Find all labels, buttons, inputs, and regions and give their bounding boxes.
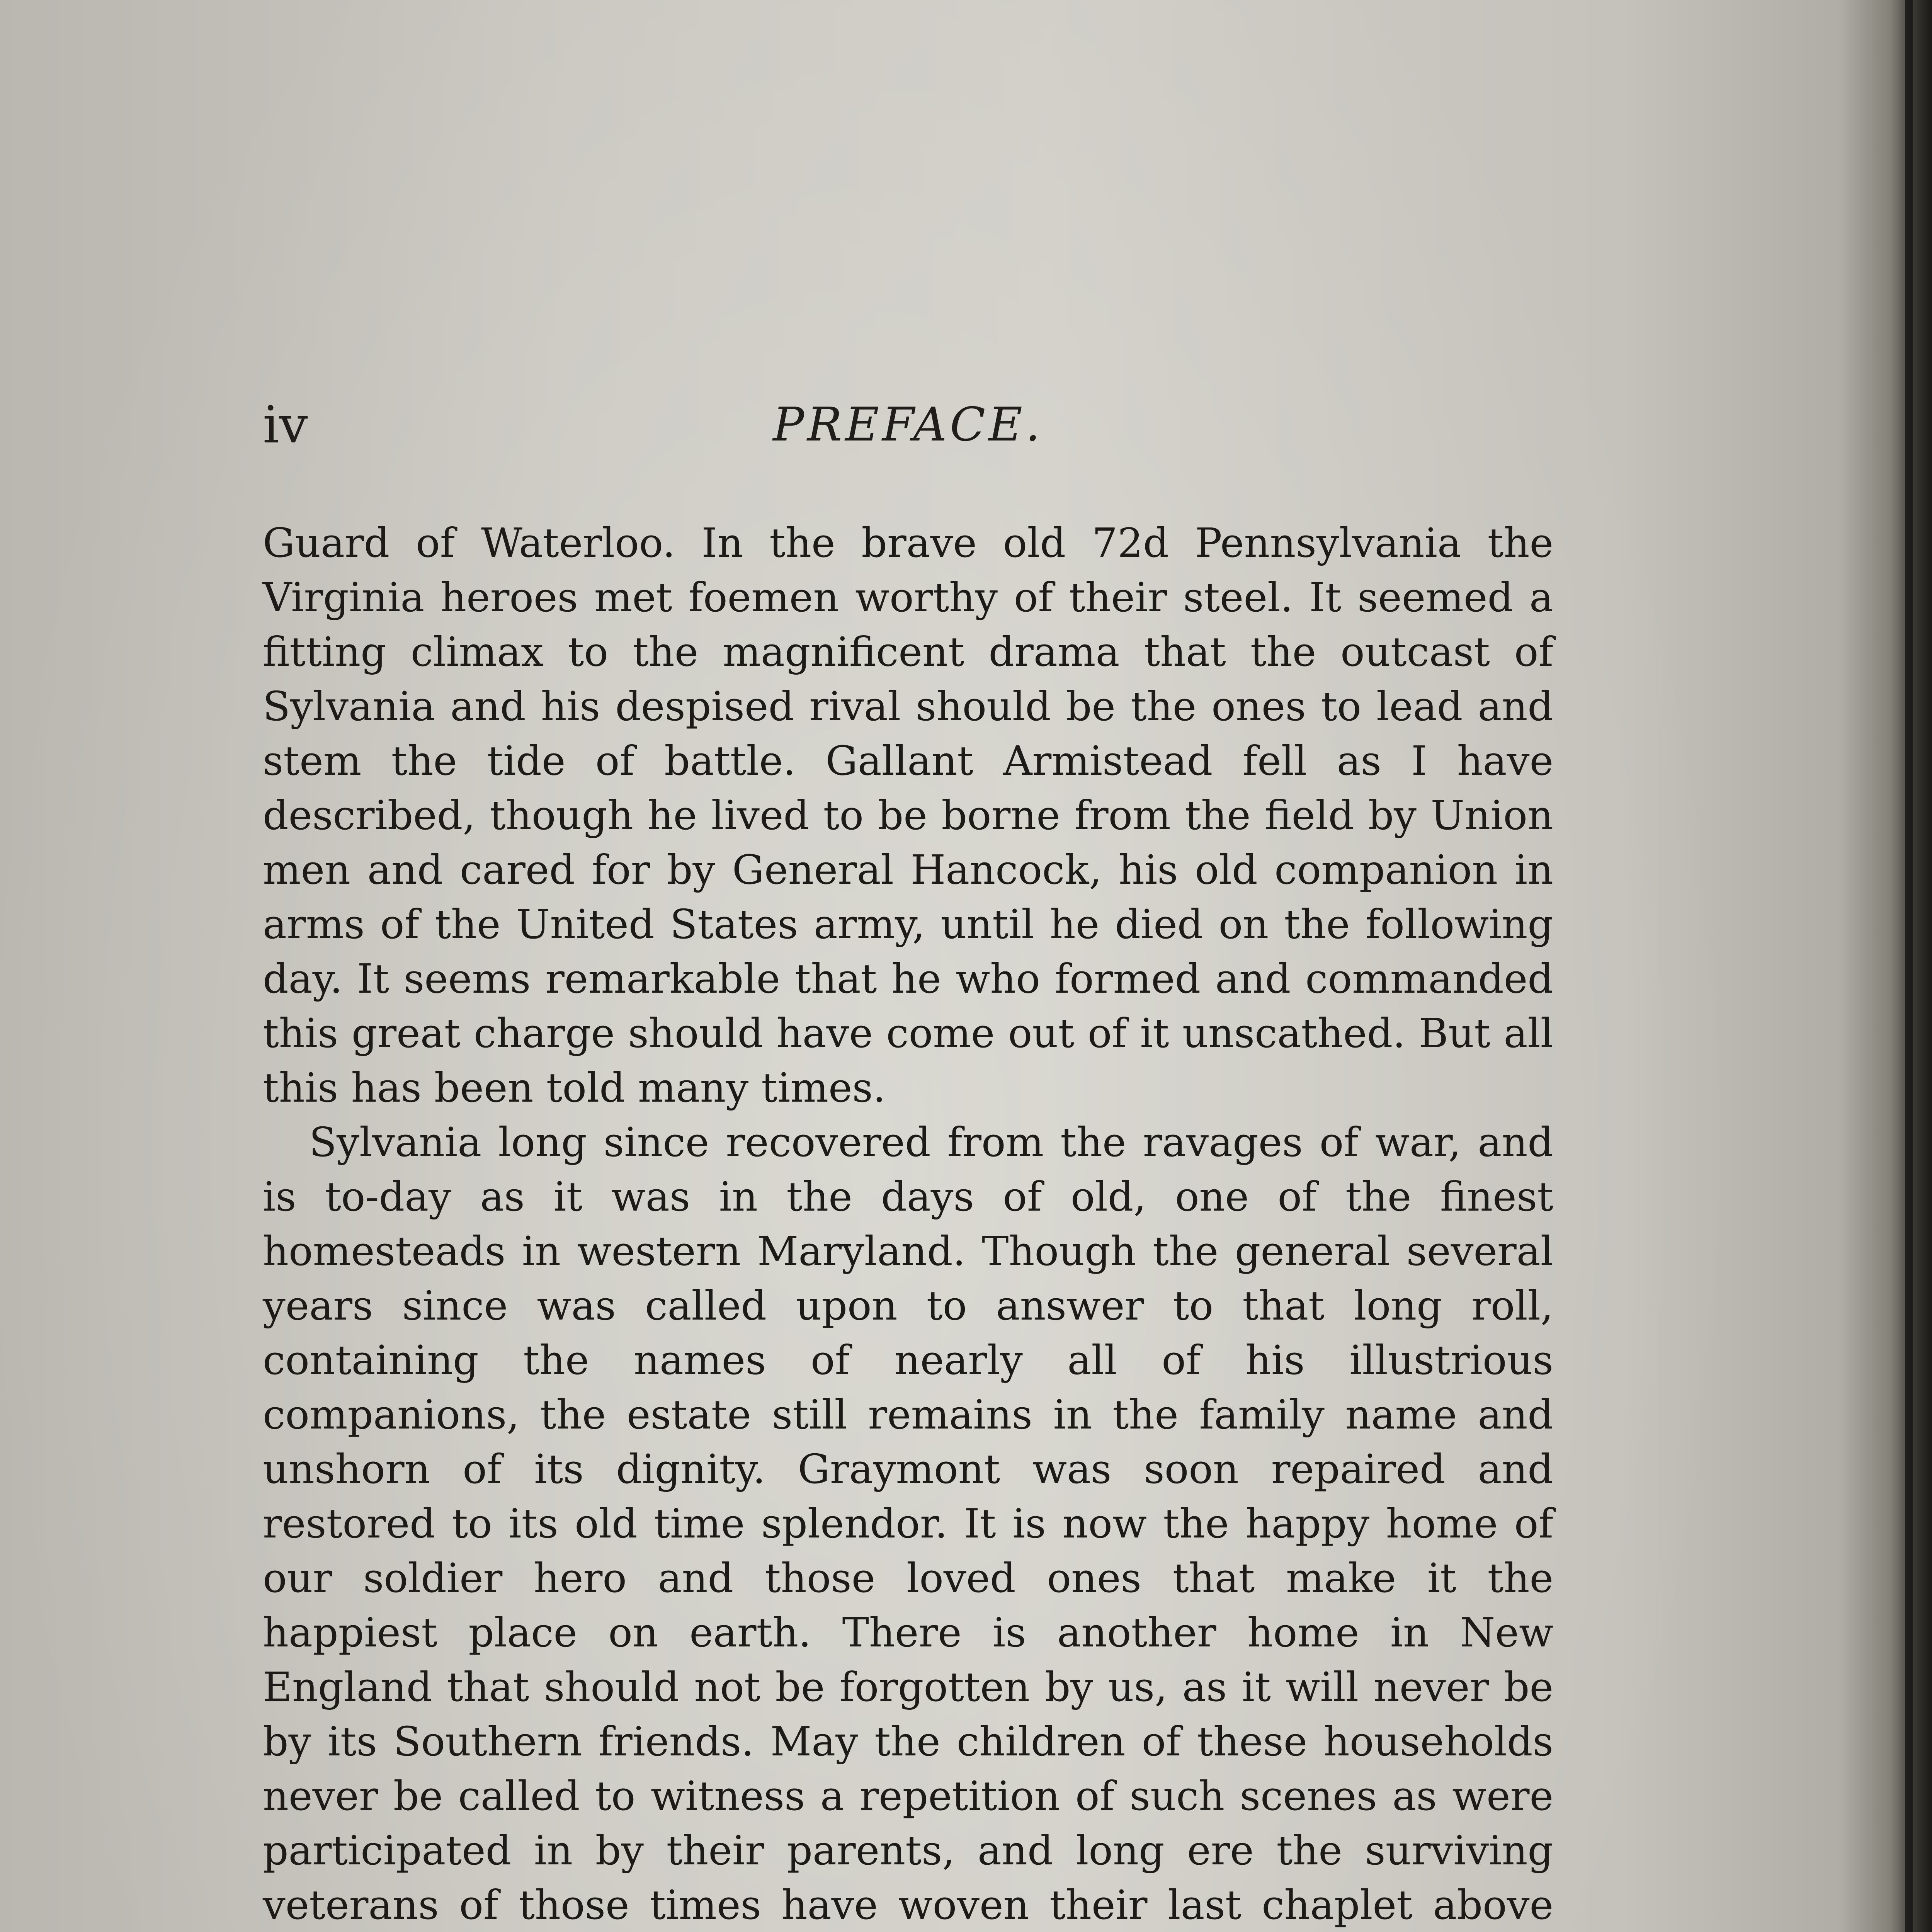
preface-body <box>263 516 1553 1932</box>
page-header <box>263 390 1553 460</box>
paragraph-2: Sylvania long since recovered from the ravages of war, and is to-day as it was in the days of old, one of the finest homesteads in western Maryland. Though the general several years since was called upon to answer to that long roll, containing the names of nearly all of his illustrious companions, the estate still remains in the family name and unshorn of its dignity. Graymont was soon repaired and restored to its old time splendor. It is now the happy home of our soldier hero and those loved ones that make it the happiest place on earth. There is another home in New England that should not be forgotten by us, as it will never be by its Southern friends. May the children of these households never be called to witness a repetition of such scenes as were participated in by their parents, and long ere the surviving veterans of those times have woven their last chaplet above <box>263 1119 1553 1929</box>
spine-shadow <box>1839 0 1913 1932</box>
running-title: PREFACE. <box>773 398 1043 452</box>
paragraph-1: Guard of Waterloo. In the brave old 72d Pennsylvania the Virginia heroes met foemen worthy of their steel. It seemed a fitting climax to the magnificent drama that the outcast of Sylvania and his despised rival should be the ones to lead and stem the tide of battle. Gallant Armistead fell as I have described, though he lived to be borne from the field by Union men and cared for by General Hancock, his old companion in arms of the United States army, until he died on the following day. It seems remarkable that he who formed and commanded this great charge should have come out of it unscathed. But all this has been told many times. <box>263 519 1553 1111</box>
book-spine-edge <box>1913 0 1932 1932</box>
page-number: iv <box>263 395 308 455</box>
